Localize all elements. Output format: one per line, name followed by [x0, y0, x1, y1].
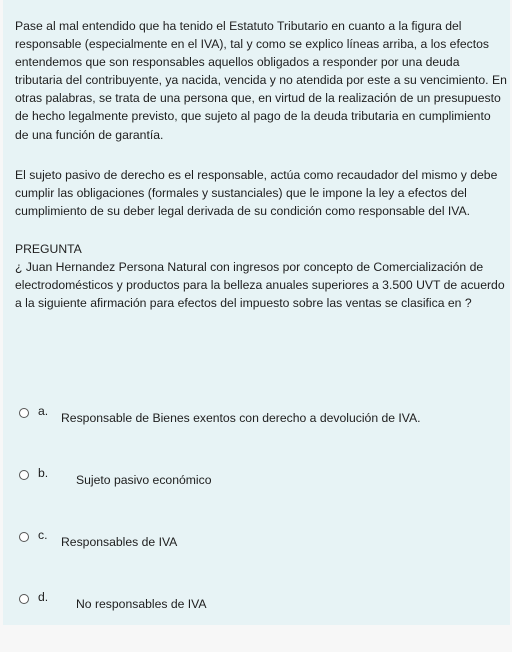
question-card — [3, 0, 510, 625]
option-label[interactable]: Responsables de IVA — [61, 535, 178, 549]
option-label[interactable]: Sujeto pasivo económico — [76, 473, 212, 487]
radio-button-c[interactable] — [19, 532, 29, 542]
context-paragraph-2: El sujeto pasivo de derecho es el responsable, actúa como recaudador del mismo y debe cumplir las obligaciones (formales y sustanciales) que le impone la ley a efectos del cumplimiento de su deber legal derivada de su condición como responsable del IVA. — [15, 167, 498, 218]
context-paragraph-1: Pase al mal entendido que ha tenido el Estatuto Tributario en cuanto a la figura del responsable (especialmente en el IVA), tal y como se explico líneas arriba, a los efectos entendemos que son responsables aquellos obligados a responder por una deuda tributaria del contribuyente, ya nacida, vencida y no atendida por este a su vencimiento. En otras palabras, se trata de una persona que, en virtud de la realización de un presupuesto de hecho legalmente previsto, que sujeto al pago de la deuda tributaria en cumplimiento de una función de garantía. — [15, 19, 507, 142]
option-b[interactable] — [19, 466, 499, 486]
option-letter: c. — [38, 528, 48, 542]
question-heading: PREGUNTA — [15, 241, 82, 256]
radio-button-b[interactable] — [19, 470, 29, 480]
option-label[interactable]: Responsable de Bienes exentos con derecho a devolución de IVA. — [61, 411, 421, 425]
option-letter: d. — [38, 590, 49, 604]
answer-options — [19, 404, 499, 652]
radio-button-a[interactable] — [19, 408, 29, 418]
option-d[interactable] — [19, 590, 499, 610]
option-label[interactable]: No responsables de IVA — [76, 597, 207, 611]
option-c[interactable] — [19, 528, 499, 548]
question-text: ¿ Juan Hernandez Persona Natural con ingresos por concepto de Comercialización de electrodomésticos y productos para la belleza anuales superiores a 3.500 UVT de acuerdo a la siguiente afirmación para efectos del impuesto sobre las ventas se clasifica en ? — [15, 259, 505, 311]
option-a[interactable] — [19, 404, 499, 424]
radio-button-d[interactable] — [19, 594, 29, 604]
option-letter: b. — [38, 466, 49, 480]
question-content — [15, 17, 507, 312]
option-letter: a. — [38, 404, 49, 418]
